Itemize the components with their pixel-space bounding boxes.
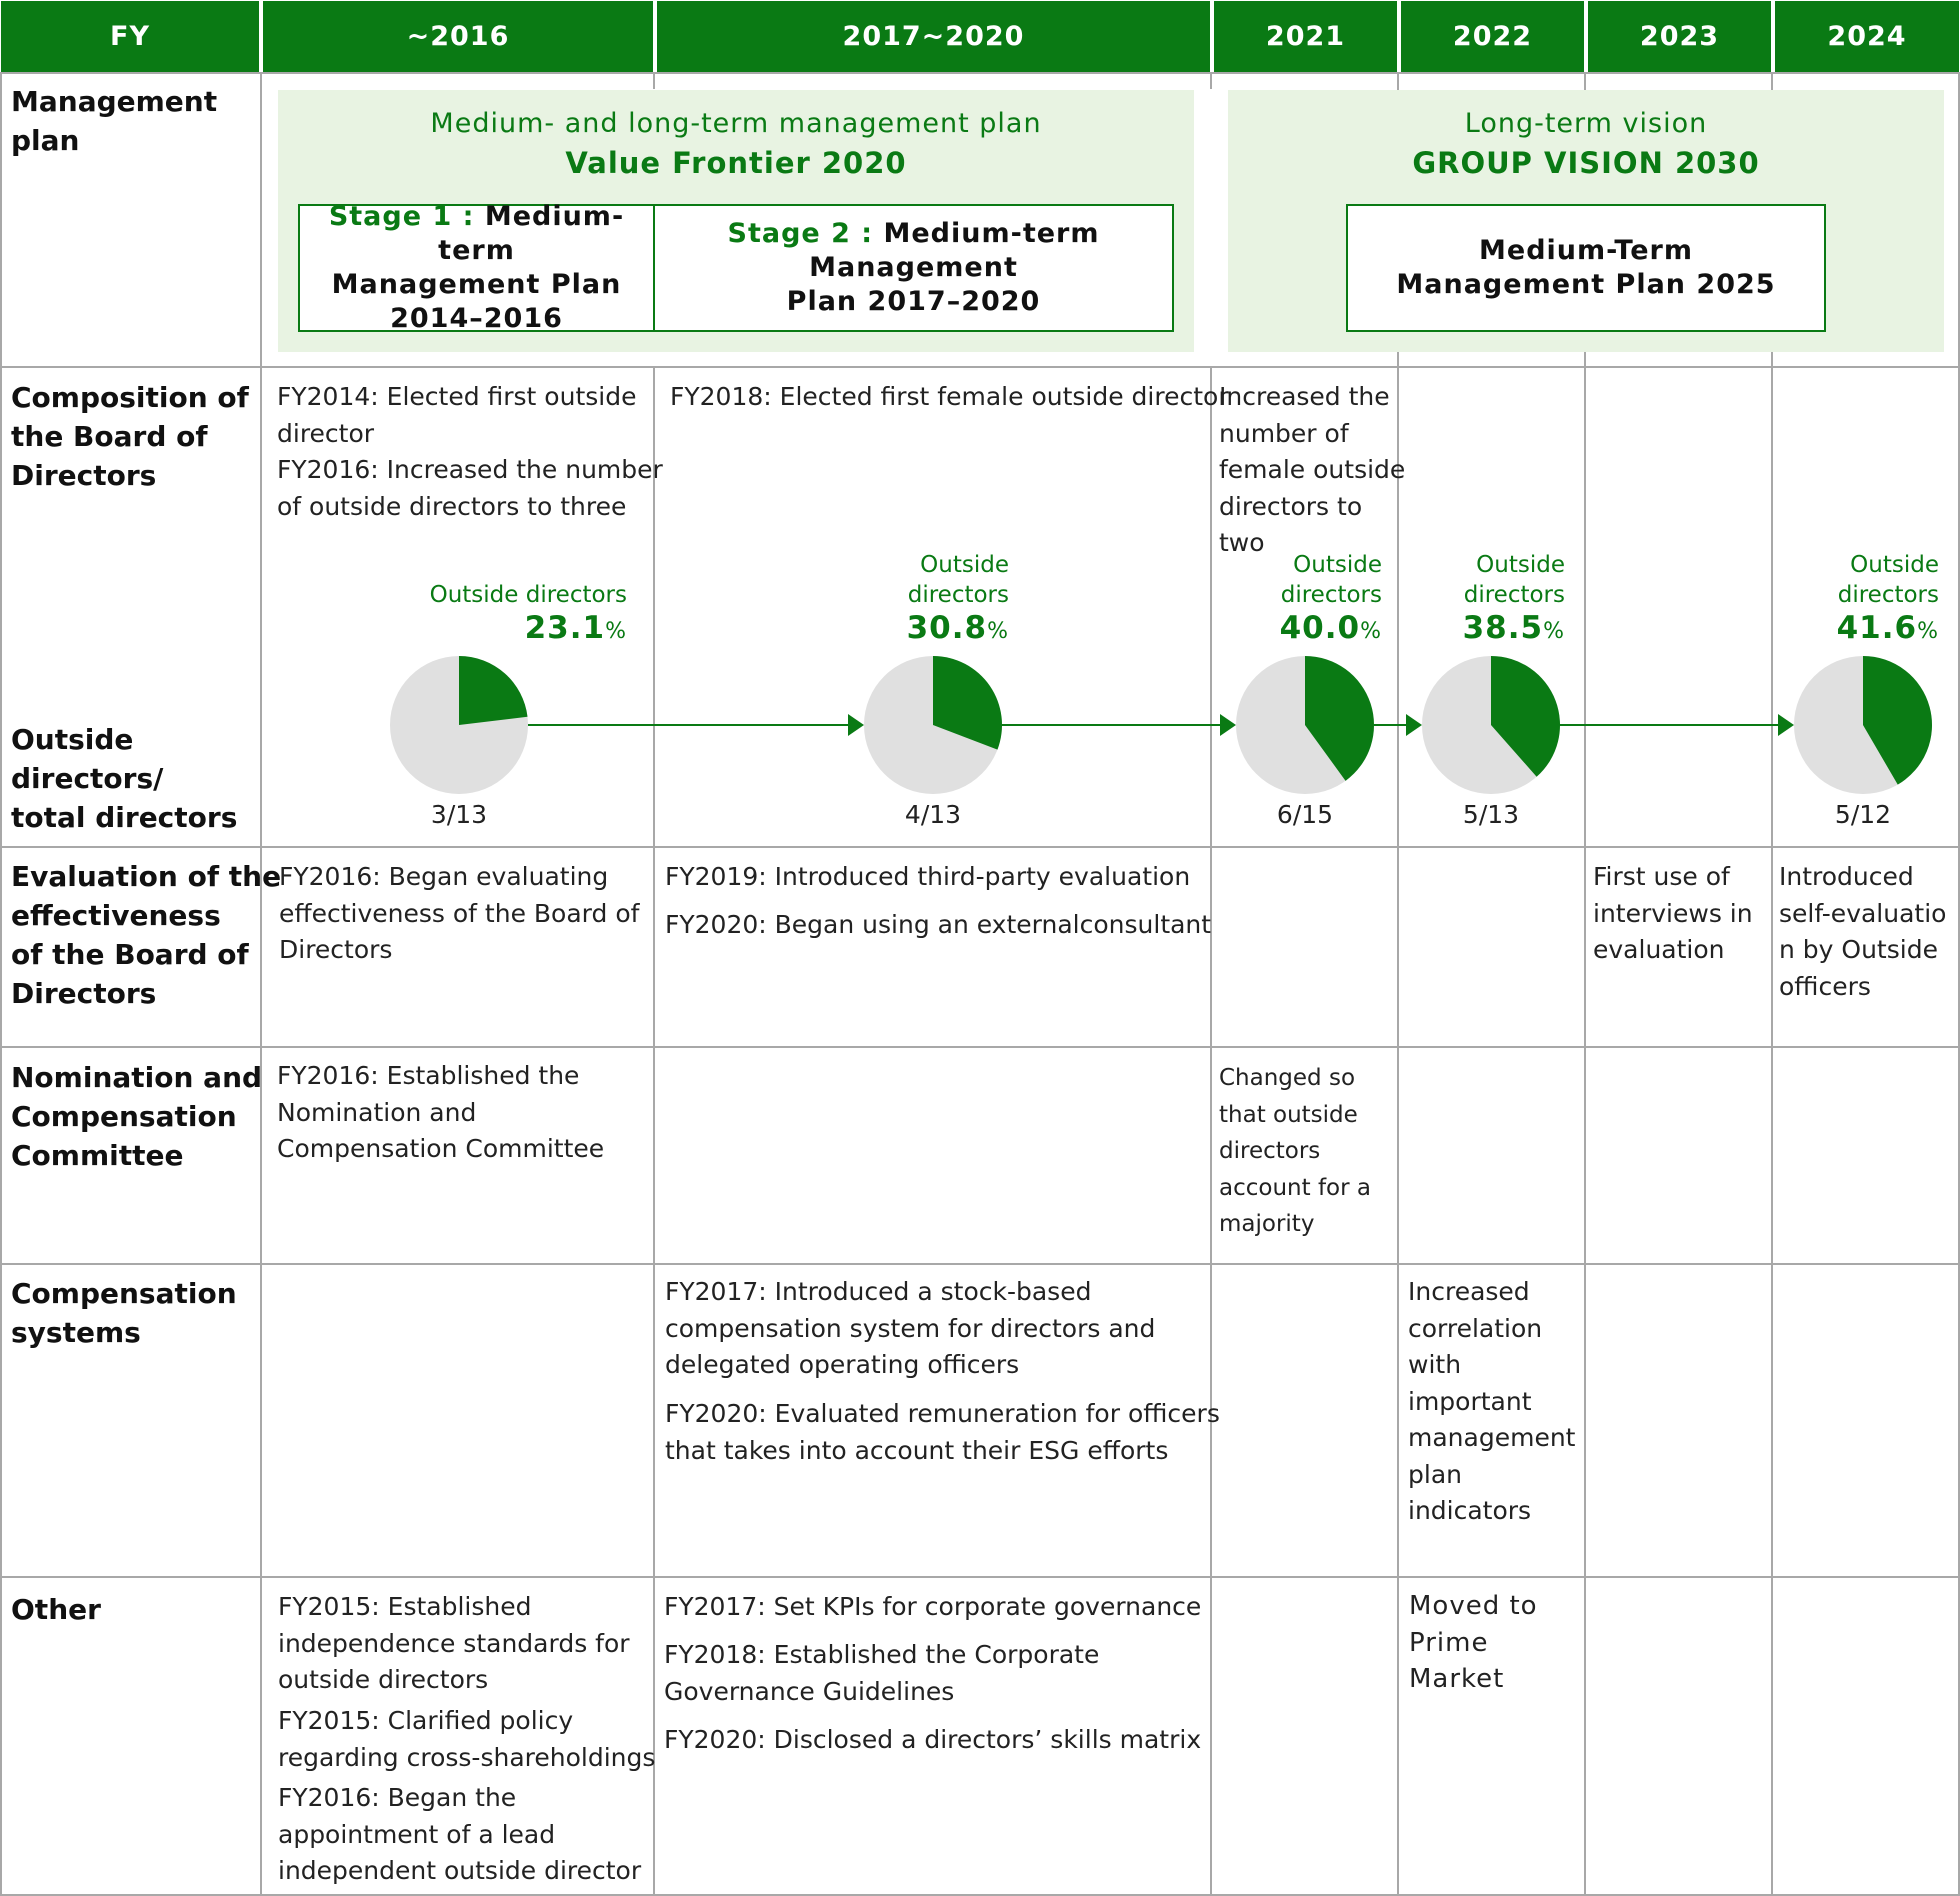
fraction-2021: 6/15: [1276, 800, 1334, 829]
fraction-2022: 5/13: [1462, 800, 1520, 829]
other-2016-item-3: FY2016: Began the appointment of a lead independent outside director: [278, 1783, 642, 1885]
header-col-2022: 2022: [1401, 1, 1584, 72]
pct-number-2024: 41.6: [1836, 610, 1918, 646]
row-label-composition: Composition of the Board of Directors: [11, 381, 249, 492]
evaluation-2017-item-1: FY2019: Introduced third-party evaluation: [665, 862, 1191, 891]
other-2022-text: Moved to Prime Market: [1409, 1591, 1538, 1694]
group-vision-subtitle: Long-term vision: [1464, 108, 1708, 139]
header-col-2016: ~2016: [263, 1, 653, 72]
fraction-2017-2020: 4/13: [904, 800, 962, 829]
evaluation-2024-text: Introduced self-evaluatio n by Outside officers: [1779, 862, 1947, 1001]
evaluation-2016-text: FY2016: Began evaluating effectiveness of the Board of Directors: [279, 862, 640, 964]
stage1-name: Medium-term Management Plan 2014–2016: [331, 201, 625, 334]
row-label-nomination: Nomination and Compensation Committee: [11, 1061, 263, 1172]
header-col-2017-2020: 2017~2020: [657, 1, 1210, 72]
other-2017-item-2: FY2018: Established the Corporate Governance Guidelines: [664, 1640, 1100, 1706]
pct-number-2016: 23.1: [524, 610, 606, 646]
timeline-arrow-head: [1778, 714, 1794, 736]
composition-2021-text: Increased the number of female outside directors to two: [1219, 382, 1406, 557]
row-label-other: Other: [11, 1593, 101, 1626]
value-frontier-title: Value Frontier 2020: [565, 146, 907, 180]
other-2017-item-1: FY2017: Set KPIs for corporate governance: [664, 1592, 1202, 1621]
pct-label-2022: Outside directors: [1463, 552, 1565, 608]
row-label-outside-ratio: Outside directors/ total directors: [11, 723, 238, 834]
composition-2017-2020-text: FY2018: Elected first female outside director: [670, 382, 1229, 411]
pct-label-2017-2020: Outside directors: [907, 552, 1009, 608]
compensation-2017-item-1: FY2017: Introduced a stock-based compensation system for directors and delegated operating officers: [665, 1277, 1156, 1379]
pct-number-2017-2020: 30.8: [906, 610, 988, 646]
pct-label-2024: Outside directors: [1837, 552, 1939, 608]
header-col-2024: 2024: [1775, 1, 1959, 72]
row-label-management-plan: Management plan: [11, 85, 218, 157]
mtp2025-plan: Medium-Term Management Plan 2025: [1396, 235, 1776, 300]
row-label-evaluation: Evaluation of the effectiveness of the Board of Directors: [11, 860, 282, 1010]
fraction-2024: 5/12: [1834, 800, 1892, 829]
fraction-2016: 3/13: [430, 800, 488, 829]
group-vision-title: GROUP VISION 2030: [1412, 146, 1760, 180]
timeline-arrow-head: [1220, 714, 1236, 736]
other-2016-item-1: FY2015: Established independence standards for outside directors: [278, 1592, 630, 1694]
pct-unit: %: [987, 619, 1009, 644]
stage2-name: Medium-term Management Plan 2017–2020: [786, 218, 1100, 317]
composition-2016-text: FY2014: Elected first outside director FY2016: Increased the number of outside directors to three: [277, 382, 663, 521]
pct-number-2022: 38.5: [1462, 610, 1544, 646]
header-fy: FY: [1, 1, 259, 72]
evaluation-2017-item-2: FY2020: Began using an externalconsultant: [665, 910, 1212, 939]
pct-number-2021: 40.0: [1279, 610, 1361, 646]
header-col-2023: 2023: [1588, 1, 1771, 72]
pct-label-2016: Outside directors: [429, 582, 627, 608]
pct-unit: %: [605, 619, 627, 644]
stage1-prefix: Stage 1 :: [328, 201, 485, 232]
value-frontier-subtitle: Medium- and long-term management plan: [430, 108, 1042, 139]
pct-unit: %: [1543, 619, 1565, 644]
header-col-2021: 2021: [1214, 1, 1397, 72]
pie-slice-outside-directors-2016: [459, 656, 528, 725]
row-label-compensation: Compensation systems: [11, 1277, 237, 1349]
compensation-2022-text: Increased correlation with important management plan indicators: [1408, 1277, 1576, 1525]
pct-label-2021: Outside directors: [1280, 552, 1382, 608]
stage2-prefix: Stage 2 :: [727, 218, 884, 249]
timeline-arrow-head: [1406, 714, 1422, 736]
pct-unit: %: [1360, 619, 1382, 644]
timeline-arrow-head: [848, 714, 864, 736]
nomination-2021-text: Changed so that outside directors account for a majority: [1219, 1065, 1371, 1237]
other-2016-item-2: FY2015: Clarified policy regarding cross-shareholdings: [278, 1706, 656, 1772]
pct-unit: %: [1917, 619, 1939, 644]
other-2017-item-3: FY2020: Disclosed a directors’ skills matrix: [664, 1725, 1202, 1754]
evaluation-2023-text: First use of interviews in evaluation: [1593, 862, 1753, 964]
nomination-2016-text: FY2016: Established the Nomination and Compensation Committee: [277, 1061, 605, 1163]
compensation-2017-item-2: FY2020: Evaluated remuneration for officers that takes into account their ESG efforts: [665, 1399, 1220, 1465]
